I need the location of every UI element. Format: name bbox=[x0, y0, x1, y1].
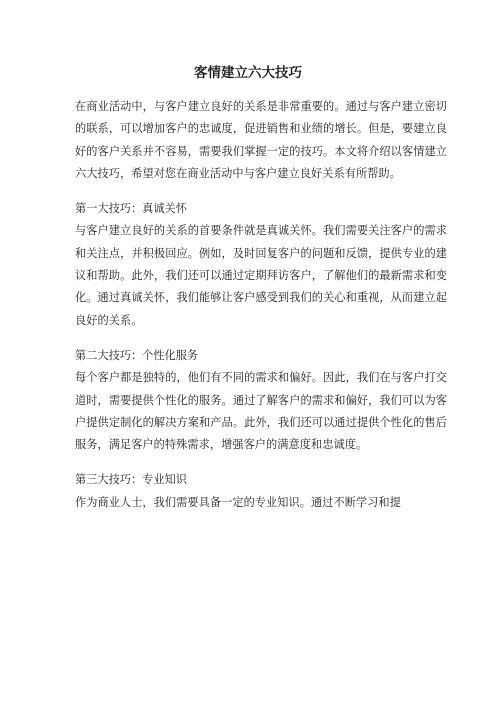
section-heading: 第三大技巧：专业知识 bbox=[75, 473, 187, 487]
document-title: 客情建立六大技巧 bbox=[194, 65, 302, 81]
section-1 bbox=[75, 198, 447, 332]
section-spacer bbox=[75, 456, 447, 469]
section-spacer bbox=[75, 332, 447, 345]
section-heading: 第一大技巧：真诚关怀 bbox=[75, 202, 187, 216]
document-body bbox=[75, 96, 447, 514]
intro-paragraph: 在商业活动中，与客户建立良好的关系是非常重要的。通过与客户建立密切的联系，可以增加客户的忠诚度，促进销售和业绩的增长。但是，要建立良好的客户关系并不容易，需要我们掌握一定的技巧。本文将介绍以客情建立六大技巧，希望对您在商业活动中与客户建立良好关系有所帮助。 bbox=[75, 100, 447, 180]
section-paragraph: 与客户建立良好的关系的首要条件就是真诚关怀。我们需要关注客户的需求和关注点，并积极回应。例如，及时回复客户的问题和反馈，提供专业的建议和帮助。此外，我们还可以通过定期拜访客户，了解他们的最新需求和变化。通过真诚关怀，我们能够让客户感受到我们的关心和重视，从而建立起良好的关系。 bbox=[75, 224, 447, 327]
section-heading: 第二大技巧：个性化服务 bbox=[75, 348, 199, 362]
section-paragraph: 作为商业人士，我们需要具备一定的专业知识。通过不断学习和提 bbox=[75, 495, 401, 509]
section-2 bbox=[75, 345, 447, 456]
section-paragraph: 每个客户都是独特的，他们有不同的需求和偏好。因此，我们在与客户打交道时，需要提供个性化的服务。通过了解客户的需求和偏好，我们可以为客户提供定制化的解决方案和产品。此外，我们还可以通过提供个性化的售后服务，满足客户的特殊需求，增强客户的满意度和忠诚度。 bbox=[75, 371, 447, 452]
section-spacer bbox=[75, 185, 447, 198]
section-3 bbox=[75, 469, 447, 514]
